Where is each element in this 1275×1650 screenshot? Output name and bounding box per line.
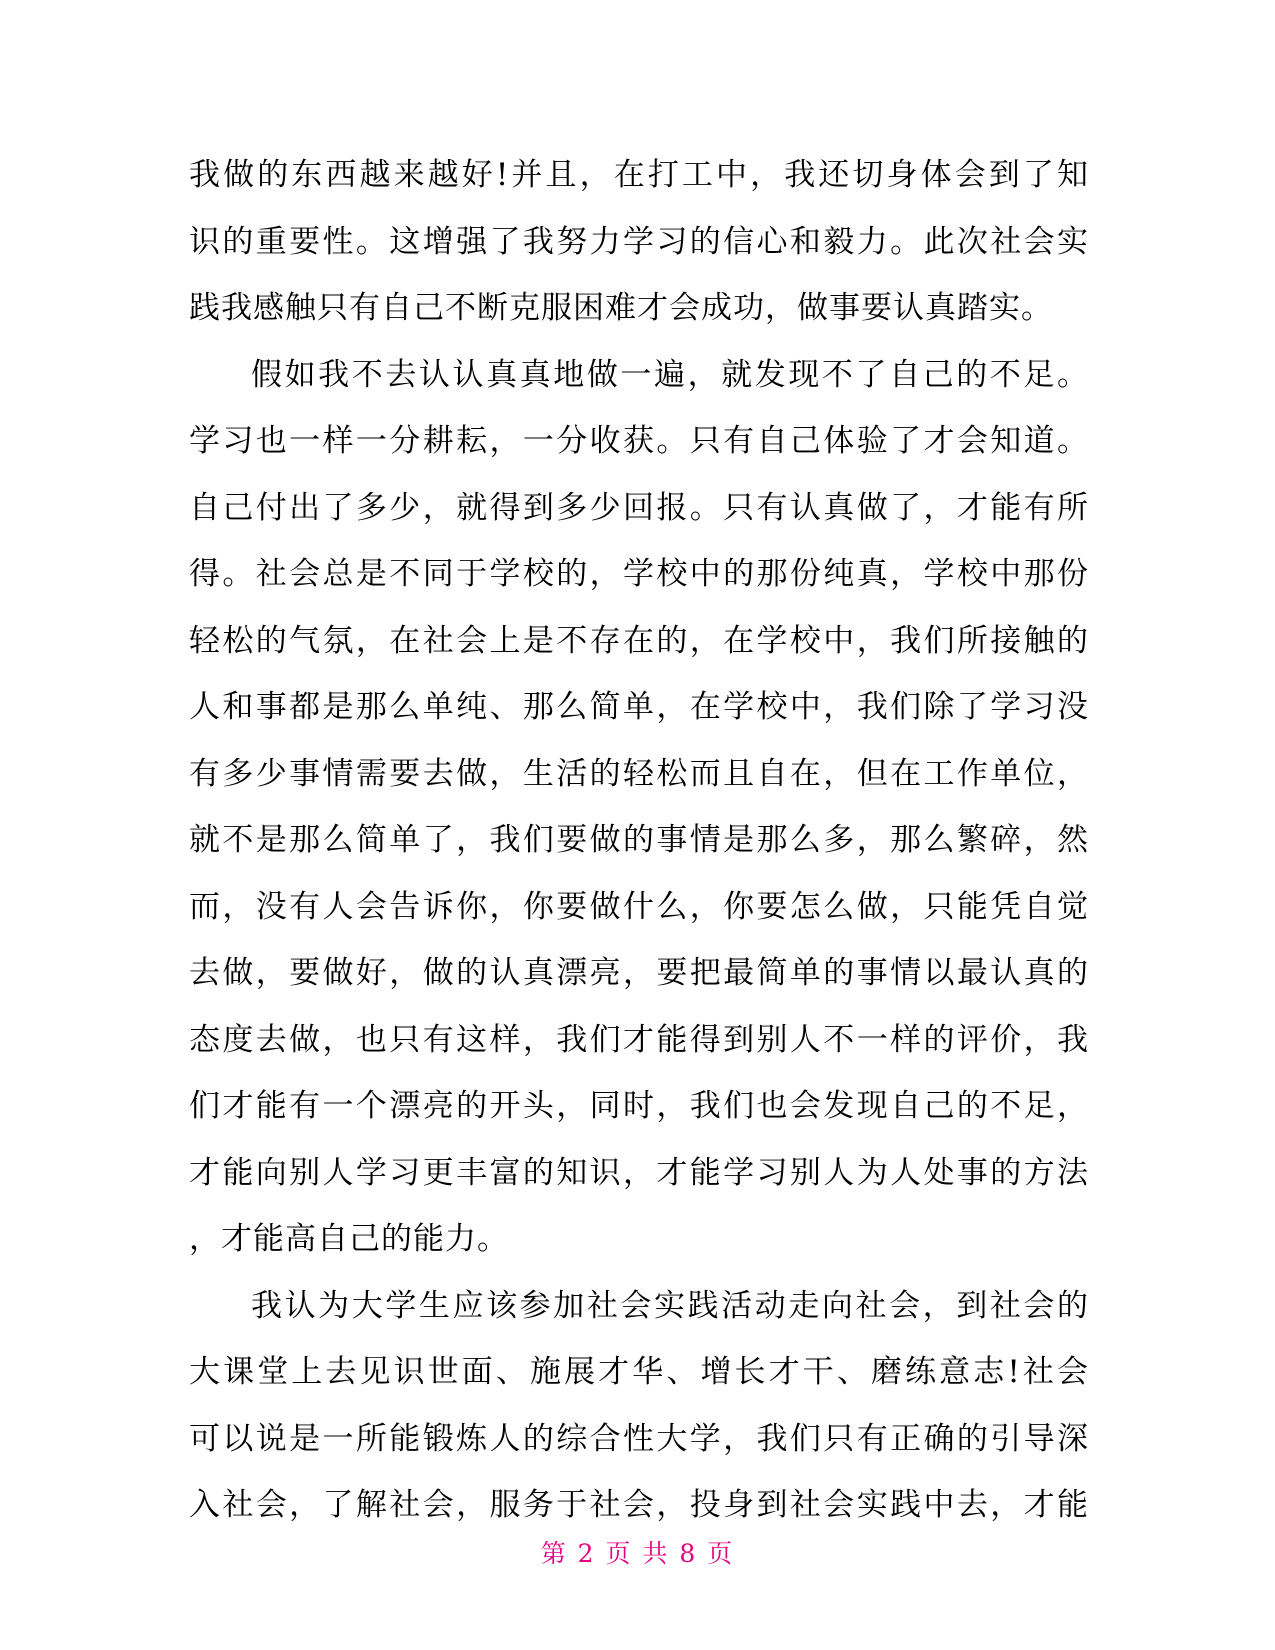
text-line: 我做的东西越来越好!并且，在打工中，我还切身体会到了知 xyxy=(189,157,1089,193)
text-line: 们才能有一个漂亮的开头，同时，我们也会发现自己的不足， xyxy=(189,1088,1089,1124)
text-line: 可以说是一所能锻炼人的综合性大学，我们只有正确的引导深 xyxy=(189,1420,1089,1457)
text-line: 而，没有人会告诉你，你要做什么，你要怎么做，只能凭自觉 xyxy=(189,888,1089,925)
text-line: 识的重要性。这增强了我努力学习的信心和毅力。此次社会实 xyxy=(189,223,1089,260)
page-number-footer: 第 2 页 共 8 页 xyxy=(540,1539,735,1568)
text-line: 态度去做，也只有这样，我们才能得到别人不一样的评价，我 xyxy=(189,1021,1089,1058)
text-line: 自己付出了多少，就得到多少回报。只有认真做了，才能有所 xyxy=(189,489,1089,526)
text-line: 学习也一样一分耕耘，一分收获。只有自己体验了才会知道。 xyxy=(189,423,1089,459)
text-line: 人和事都是那么单纯、那么简单，在学校中，我们除了学习没 xyxy=(189,689,1089,725)
text-line: 践我感触只有自己不断克服困难才会成功，做事要认真踏实。 xyxy=(189,290,1053,326)
text-line: 大课堂上去见识世面、施展才华、增长才干、磨练意志!社会 xyxy=(189,1354,1089,1390)
paragraph-first-line: 我认为大学生应该参加社会实践活动走向社会，到社会的 xyxy=(251,1287,1089,1324)
text-line: 去做，要做好，做的认真漂亮，要把最简单的事情以最认真的 xyxy=(189,955,1089,991)
text-line: 才能向别人学习更丰富的知识，才能学习别人为人处事的方法 xyxy=(189,1154,1089,1191)
text-line: 就不是那么简单了，我们要做的事情是那么多，那么繁碎，然 xyxy=(189,822,1089,858)
document-body xyxy=(189,142,1089,1539)
text-line: 轻松的气氛，在社会上是不存在的，在学校中，我们所接触的 xyxy=(189,622,1089,659)
text-line: 得。社会总是不同于学校的，学校中的那份纯真，学校中那份 xyxy=(189,556,1089,592)
paragraph-first-line: 假如我不去认认真真地做一遍，就发现不了自己的不足。 xyxy=(251,356,1089,393)
text-line: 有多少事情需要去做，生活的轻松而且自在，但在工作单位， xyxy=(189,755,1089,792)
text-line: 入社会，了解社会，服务于社会，投身到社会实践中去，才能 xyxy=(189,1487,1089,1523)
text-line: ，才能高自己的能力。 xyxy=(189,1221,509,1257)
